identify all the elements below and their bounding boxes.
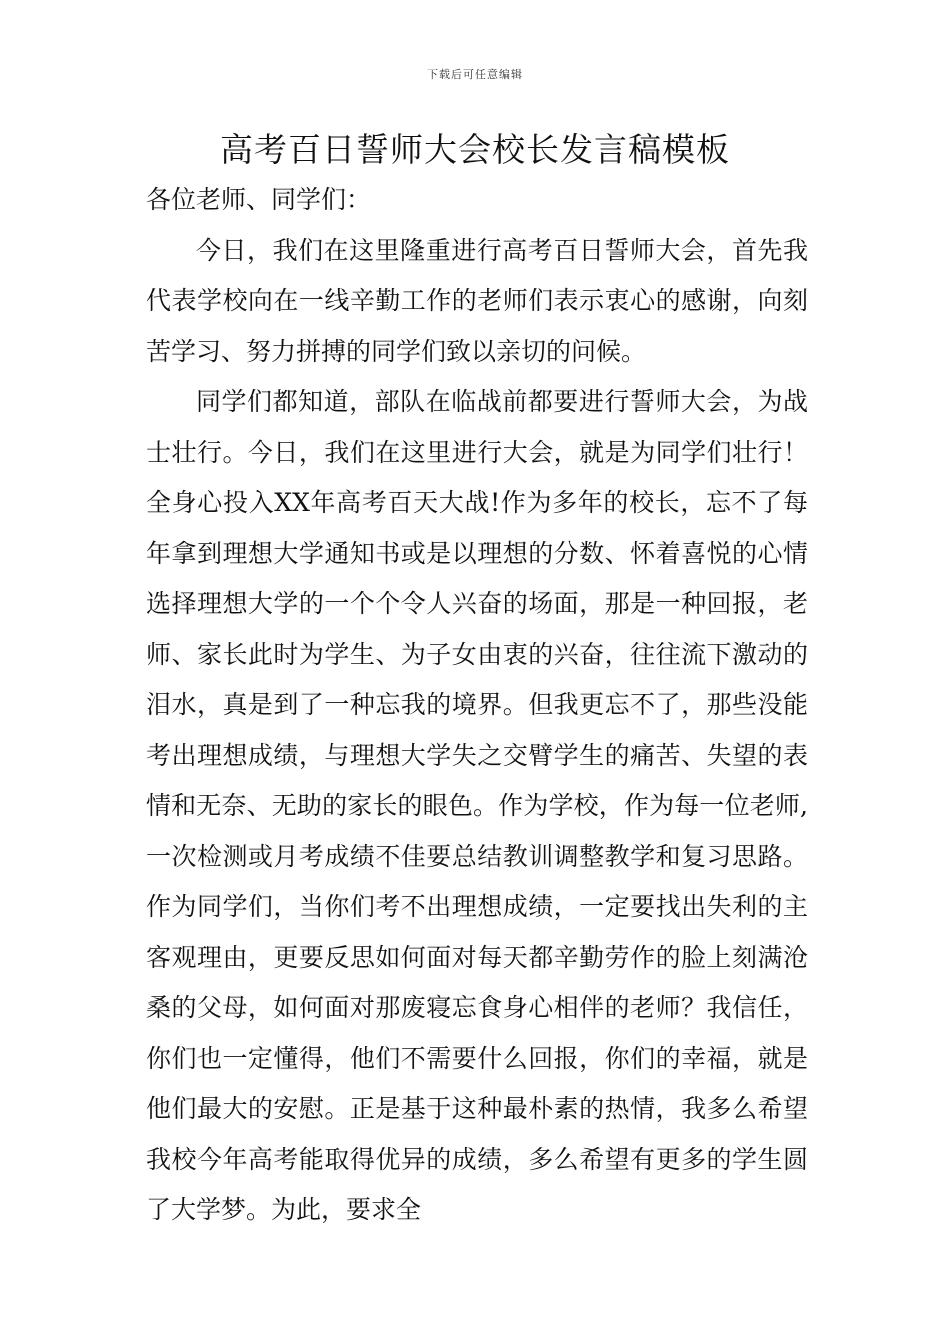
document-body [146, 175, 808, 1236]
document-title: 高考百日誓师大会校长发言稿模板 [220, 130, 730, 169]
greeting: 各位老师、同学们： [146, 185, 372, 214]
paragraph-1: 今日，我们在这里隆重进行高考百日誓师大会，首先我代表学校向在一线辛勤工作的老师们表示衷心的感谢，向刻苦学习、努力拼搏的同学们致以亲切的问候。 [146, 235, 808, 366]
paragraph-2: 同学们都知道，部队在临战前都要进行誓师大会，为战士壮行。今日，我们在这里进行大会，就是为同学们壮行！全身心投入XX年高考百天大战!作为多年的校长，忘不了每年拿到理想大学通知书或是以理想的分数、怀着喜悦的心情选择理想大学的一个个令人兴奋的场面，那是一种回报，老师、家长此时为学生、为子女由衷的兴奋，往往流下激动的泪水，真是到了一种忘我的境界。但我更忘不了，那些没能考出理想成绩，与理想大学失之交臂学生的痛苦、失望的表情和无奈、无助的家长的眼色。作为学校，作为每一位老师,一次检测或月考成绩不佳要总结教训调整教学和复习思路。作为同学们，当你们考不出理想成绩，一定要找出失利的主客观理由，更要反思如何面对每天都辛勤劳作的脸上刻满沧桑的父母，如何面对那废寝忘食身心相伴的老师？我信任，你们也一定懂得，他们不需要什么回报，你们的幸福，就是他们最大的安慰。正是基于这种最朴素的热情，我多么希望我校今年高考能取得优异的成绩，多么希望有更多的学生圆了大学梦。为此，要求全 [146, 387, 808, 1224]
header-note: 下载后可任意编辑 [427, 68, 523, 81]
